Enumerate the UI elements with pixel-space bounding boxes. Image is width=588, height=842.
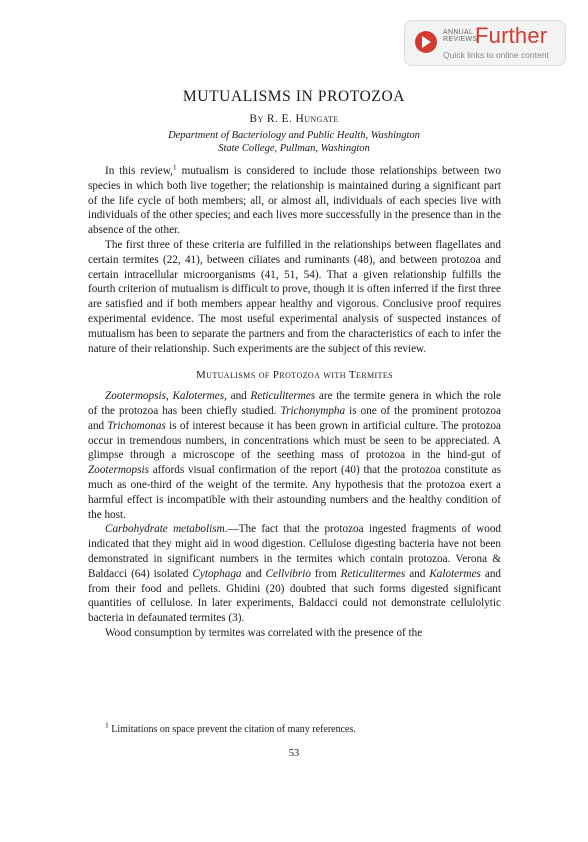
author-prefix: By xyxy=(249,113,264,125)
author-line xyxy=(0,113,588,125)
paragraph-2: The first three of these criteria are fulfilled in the relationships between flagellates and certain termites (22, 41), between ciliates and ruminants (48), and between protozoa and certain intracellular microorganisms (41, 51, 54). That a given relationship fulfills the fourth criterion of mutualism is difficult to prove, though it is often inferred if the first three are satisfied and if both members appear healthy and vigorous. Conclusive proof requires experimental evidence. The most useful experimental analysis of suspected instances of mutualism has been to separate the partners and from the characteristics of each to infer the nature of their relationship. Such experiments are the subject of this review. xyxy=(88,238,501,355)
article-body xyxy=(88,164,501,641)
genus-cellvibrio: Cellvibrio xyxy=(265,567,311,580)
affiliation-line-1: Department of Bacteriology and Public Health, Washington xyxy=(168,130,420,141)
footnote-marker: 1 xyxy=(105,720,109,730)
annual-reviews-label: ANNUAL REVIEWS xyxy=(443,29,478,43)
paragraph-1-text-b: mutualism is considered to include those relationships between two species in which both live together; the relationship is maintained during a significant part of the life cycle of both members; all, or almost all, individuals of each species live with individuals of the other species; and each lives more successfully in the presence than in the absence of the other. xyxy=(88,165,501,237)
affiliation xyxy=(0,129,588,155)
p4-text: and xyxy=(241,567,266,580)
further-label: Further xyxy=(475,23,548,48)
banner-subtitle: Quick links to online content xyxy=(443,50,549,60)
paragraph-5: Wood consumption by termites was correlated with the presence of the xyxy=(105,626,423,639)
annual-reviews-further-banner[interactable] xyxy=(404,20,566,66)
subheading-carbohydrate-metabolism: Carbohydrate metabolism xyxy=(105,523,225,536)
genus-kalotermes: Kalotermes xyxy=(172,390,225,403)
footnote xyxy=(88,720,501,735)
footnote-ref-1[interactable]: 1 xyxy=(172,162,177,172)
p3-text: are the termite genera in which the role of the protozoa has been chiefly studied. xyxy=(88,390,502,417)
genus-kalotermes: Kalotermes xyxy=(429,567,481,580)
genus-cytophaga: Cytophaga xyxy=(192,567,242,580)
genus-reticulitermes: Reticulitermes xyxy=(340,567,406,580)
genus-trichomonas: Trichomonas xyxy=(107,419,166,432)
paragraph-4 xyxy=(88,522,501,626)
p4-text: and xyxy=(405,567,430,580)
p4-text: from xyxy=(310,567,341,580)
p3-text: , xyxy=(165,390,173,403)
genus-zootermopsis: Zootermopsis xyxy=(88,464,149,477)
paragraph-1 xyxy=(88,164,501,238)
annual-reviews-logo-icon xyxy=(415,31,437,53)
p4-text: and from their food and pellets. Ghidini (20) doubted that such forms digested significant quantities of cellulose. In later experiments, Baldacci could not demonstrate cellulolytic bacteria in defaunated termites (3). xyxy=(88,567,502,625)
p4-text: .—The fact that the protozoa ingested fragments of wood indicated that they might aid in wood digestion. Cellulose digesting bacteria have not been demonstrated in significant numbers in the termites which contain protozoa. Verona & Baldacci (64) isolated xyxy=(88,523,502,580)
footnote-text: Limitations on space prevent the citation of many references. xyxy=(108,724,356,735)
page-number: 53 xyxy=(288,748,300,759)
paragraph-3 xyxy=(88,389,501,522)
p3-text: is one of the prominent protozoa and xyxy=(88,404,501,432)
affiliation-line-2: State College, Pullman, Washington xyxy=(218,143,370,154)
p3-text: affords visual confirmation of the report (40) that the protozoa constitute as much as one-third of the weight of the termite. Any hypothesis that the protozoa exert a harmful effect is incompatible with their astounding numbers and the healthy condition of the host. xyxy=(88,464,501,521)
p3-text: , and xyxy=(224,390,251,403)
p3-text: is of interest because it has been grown in artificial culture. The protozoa occur in tremendous numbers, in concentrations which must be seen to be appreciated. A glimpse through a microscope of the seething mass of protozoa in the hind-gut of xyxy=(88,419,501,462)
section-heading: Mutualisms of Protozoa with Termites xyxy=(195,369,393,382)
genus-reticulitermes: Reticulitermes xyxy=(250,390,316,403)
author-name: R. E. Hungate xyxy=(266,113,339,125)
paragraph-1-text-a: In this review, xyxy=(105,165,173,177)
genus-trichonympha: Trichonympha xyxy=(280,404,346,417)
article-title: MUTUALISMS IN PROTOZOA xyxy=(182,88,406,105)
genus-zootermopsis: Zootermopsis xyxy=(105,390,166,403)
